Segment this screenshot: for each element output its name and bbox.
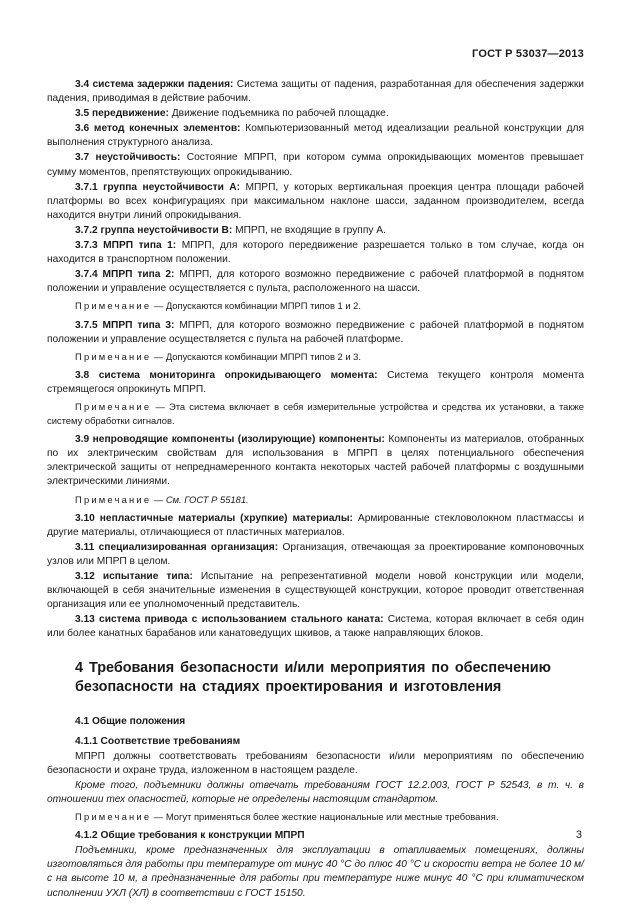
def-3-7-4: 3.7.4 МПРП типа 2: МПРП, для которого возможно передвижение с рабочей платформой в поднятом положении и управление осуществляется с пульта, расположенного на шасси. bbox=[47, 269, 584, 295]
note-3-7-4: Примечание — Допускаются комбинации МПРП типов 1 и 2. bbox=[75, 300, 362, 312]
subsection-4-1-2: 4.1.2 Общие требования к конструкции МПРП bbox=[75, 830, 305, 842]
def-3-8: 3.8 система мониторинга опрокидывающего момента: Система текущего контроля момента стремящегося опрокинуть МПРП. bbox=[47, 369, 584, 395]
note-3-8: Примечание — Эта система включает в себя измерительные устройства и средства их установки, а также систему обработки сигналов. bbox=[47, 400, 584, 427]
note-3-9: Примечание — См. ГОСТ Р 55181. bbox=[75, 493, 249, 505]
page-number: 3 bbox=[575, 829, 582, 841]
def-3-7-2: 3.7.2 группа неустойчивости В: МПРП, не входящие в группу А. bbox=[75, 224, 386, 236]
def-3-11: 3.11 специализированная организация: Организация, отвечающая за проектирование компоновочных узлов или МПРП в целом. bbox=[47, 541, 584, 567]
def-3-6: 3.6 метод конечных элементов: Компьютеризованный метод идеализации реальной конструкции для выполнения структурного анализа. bbox=[47, 123, 584, 149]
subsection-4-1: 4.1 Общие положения bbox=[75, 716, 186, 728]
para-4-1-2: Подъемники, кроме предназначенных для эксплуатации в отапливаемых помещениях, должны изготовляться для работы при температуре от минус 40 °С до плюс 40 °С и скорости ветра не более 10 м/с на высоте 10 м, а предназначенные для работы при температуре ниже минус 40 °С при климатическом исполнении УХЛ (ХЛ) в соответствии с ГОСТ 15150. bbox=[47, 845, 584, 899]
subsection-4-1-1: 4.1.1 Соответствие требованиям bbox=[75, 735, 241, 747]
note-4-1-1: Примечание — Могут применяться более жесткие национальные или местные требования. bbox=[75, 811, 499, 823]
def-3-7-5: 3.7.5 МПРП типа 3: МПРП, для которого возможно передвижение с рабочей платформой в поднятом положении и управление осуществляется с пульта на рабочей платформе. bbox=[47, 319, 584, 345]
def-3-7-3: 3.7.3 МПРП типа 1: МПРП, для которого передвижение разрешается только в том случае, когда он находится в транспортном положении. bbox=[47, 240, 584, 266]
def-3-7: 3.7 неустойчивость: Состояние МПРП, при котором сумма опрокидывающих моментов превышает сумму моментов, препятствующих опрокидыванию. bbox=[47, 152, 584, 178]
section-4-heading: 4 Требования безопасности и/или мероприятия по обеспечению безопасности на стадиях проектирования и изготовления bbox=[75, 660, 551, 696]
def-3-10: 3.10 непластичные материалы (хрупкие) материалы: Армированные стекловолокном пластмассы и другие материалы, отличающиеся от пластичных материалов. bbox=[47, 512, 585, 538]
standard-header: ГОСТ Р 53037—2013 bbox=[472, 48, 584, 60]
page-content bbox=[47, 78, 584, 902]
note-3-7-5: Примечание — Допускаются комбинации МПРП типов 2 и 3. bbox=[75, 350, 362, 362]
def-3-12: 3.12 испытание типа: Испытание на репрезентативной модели новой конструкции или модели, включающей в себя значительные изменения в существующей конструкции, которое проводит ответственная организация или ее уполномоченный представитель. bbox=[47, 571, 584, 611]
para-4-1-1-a: МПРП должны соответствовать требованиям безопасности и/или мероприятиям по обеспечению безопасности и охране труда, изложенном в настоящем разделе. bbox=[47, 750, 584, 776]
para-4-1-1-b: Кроме того, подъемники должны отвечать требованиям ГОСТ 12.2.003, ГОСТ Р 52543, в т. ч. в отношении тех опасностей, которые не определены настоящим стандартом. bbox=[47, 779, 584, 805]
def-3-9: 3.9 непроводящие компоненты (изолирующие) компоненты: Компоненты из материалов, отобранных по их электрическим свойствам для использования в МПРП в целях потенциального обеспечения электрической защиты от непреднамеренного контакта некоторых частей рабочей платформы с воздушными электрическими линиями. bbox=[47, 434, 584, 488]
def-3-13: 3.13 система привода с использованием стального каната: Система, которая включает в себя один или более канатных барабанов или канатоведущих шкивов, а также направляющих блоков. bbox=[47, 614, 585, 640]
def-3-5: 3.5 передвижение: Движение подъемника по рабочей площадке. bbox=[75, 108, 389, 120]
def-3-4: 3.4 система задержки падения: Система защиты от падения, разработанная для обеспечения задержки падения, приводимая в действие рабочим. bbox=[47, 79, 584, 105]
def-3-7-1: 3.7.1 группа неустойчивости А: МПРП, у которых вертикальная проекция центра площади рабочей платформы во всех конфигурациях при максимальном наклоне шасси, заданном производителем, всегда находится внутри линий опрокидывания. bbox=[47, 181, 584, 221]
